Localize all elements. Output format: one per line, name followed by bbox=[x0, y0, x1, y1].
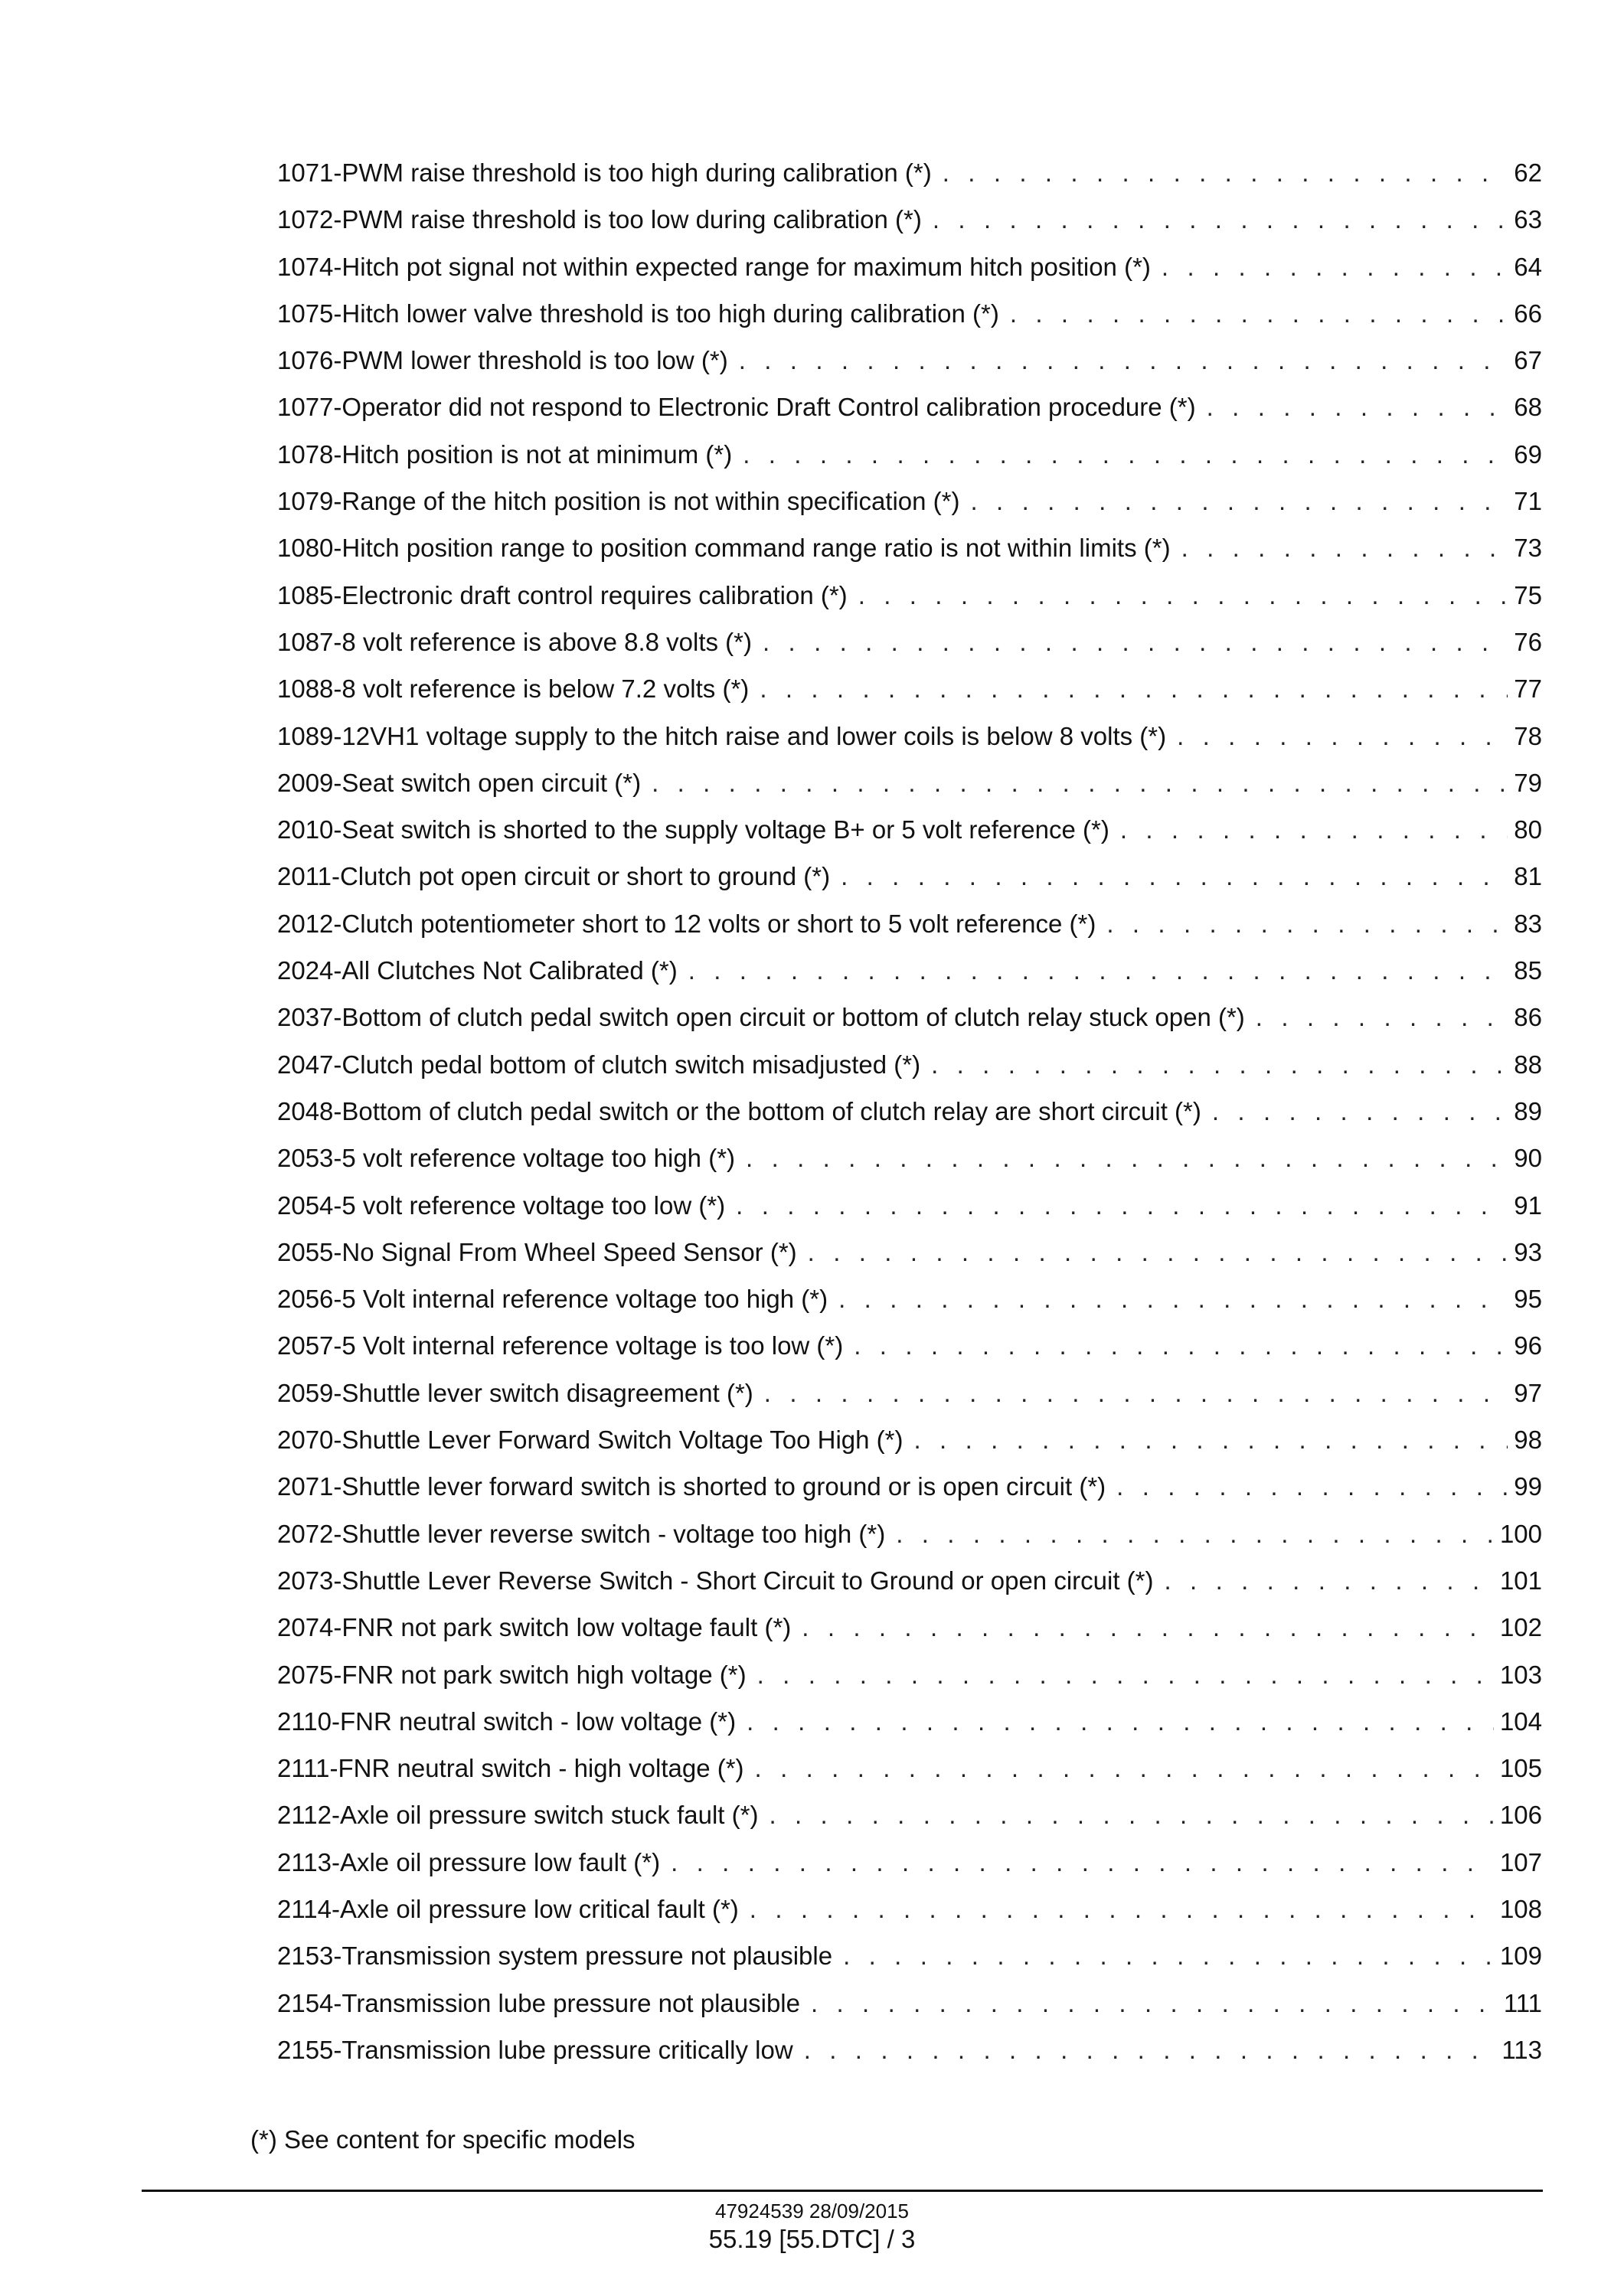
toc-entry-title: 2154-Transmission lube pressure not plausible bbox=[277, 1988, 800, 2017]
dot-leader bbox=[1256, 994, 1508, 1040]
toc-entry-title: 2037-Bottom of clutch pedal switch open circuit or bottom of clutch relay stuck open (*) bbox=[277, 1003, 1245, 1032]
toc-entry-page-number: 93 bbox=[1514, 1237, 1542, 1266]
toc-entry[interactable] bbox=[277, 1698, 1542, 1745]
toc-entry[interactable] bbox=[277, 1557, 1542, 1604]
toc-entry[interactable] bbox=[277, 1980, 1542, 2027]
toc-entry-page-number: 63 bbox=[1514, 205, 1542, 234]
toc-entry[interactable] bbox=[277, 1839, 1542, 1886]
toc-entry-page-number: 68 bbox=[1514, 393, 1542, 422]
dot-leader bbox=[671, 1839, 1494, 1886]
toc-entry-page-number: 95 bbox=[1514, 1285, 1542, 1314]
dot-leader bbox=[1165, 1557, 1494, 1604]
toc-entry-page-number: 99 bbox=[1514, 1472, 1542, 1501]
toc-entry[interactable] bbox=[277, 1322, 1542, 1369]
dot-leader bbox=[933, 196, 1508, 243]
toc-entry[interactable] bbox=[277, 1135, 1542, 1181]
toc-entry[interactable] bbox=[277, 759, 1542, 806]
toc-entry[interactable] bbox=[277, 1370, 1542, 1416]
toc-entry-title: 1085-Electronic draft control requires calibration (*) bbox=[277, 580, 848, 609]
toc-entry-page-number: 111 bbox=[1503, 1988, 1542, 2017]
dot-leader bbox=[804, 2027, 1496, 2073]
dot-leader bbox=[943, 149, 1508, 196]
toc-entry[interactable] bbox=[277, 478, 1542, 524]
dot-leader bbox=[1207, 384, 1508, 430]
toc-entry-title: 1080-Hitch position range to position command range ratio is not within limits (*) bbox=[277, 534, 1171, 563]
toc-entry[interactable] bbox=[277, 994, 1542, 1040]
dot-leader bbox=[1120, 806, 1508, 853]
document-id-date: 47924539 28/09/2015 bbox=[714, 2200, 910, 2223]
toc-entry-page-number: 89 bbox=[1514, 1096, 1542, 1125]
toc-entry[interactable] bbox=[277, 1182, 1542, 1229]
toc-entry-title: 2114-Axle oil pressure low critical fault (*) bbox=[277, 1894, 739, 1923]
toc-entry[interactable] bbox=[277, 243, 1542, 290]
toc-entry[interactable] bbox=[277, 900, 1542, 947]
toc-entry-page-number: 103 bbox=[1499, 1660, 1542, 1689]
toc-entry-page-number: 96 bbox=[1514, 1331, 1542, 1360]
dot-leader bbox=[763, 619, 1508, 665]
toc-entry-title: 1088-8 volt reference is below 7.2 volts (*) bbox=[277, 674, 750, 704]
toc-entry[interactable] bbox=[277, 1463, 1542, 1510]
toc-entry-page-number: 102 bbox=[1499, 1613, 1542, 1642]
toc-entry-title: 2073-Shuttle Lever Reverse Switch - Short Circuit to Ground or open circuit (*) bbox=[277, 1566, 1154, 1595]
dot-leader bbox=[743, 431, 1508, 478]
dot-leader bbox=[760, 665, 1508, 712]
toc-entry[interactable] bbox=[277, 1229, 1542, 1275]
toc-entry-page-number: 100 bbox=[1499, 1519, 1542, 1548]
dot-leader bbox=[764, 1370, 1508, 1416]
toc-entry-page-number: 66 bbox=[1514, 299, 1542, 328]
toc-entry-title: 1079-Range of the hitch position is not within specification (*) bbox=[277, 487, 960, 516]
toc-entry-title: 2024-All Clutches Not Calibrated (*) bbox=[277, 956, 678, 985]
toc-entry-page-number: 83 bbox=[1514, 909, 1542, 938]
toc-entry-page-number: 97 bbox=[1514, 1378, 1542, 1407]
toc-entry-title: 2047-Clutch pedal bottom of clutch switch misadjusted (*) bbox=[277, 1050, 921, 1079]
toc-entry-page-number: 78 bbox=[1514, 721, 1542, 750]
toc-entry-title: 2153-Transmission system pressure not plausible bbox=[277, 1942, 833, 1971]
toc-entry[interactable] bbox=[277, 665, 1542, 712]
toc-entry-title: 2071-Shuttle lever forward switch is shorted to ground or is open circuit (*) bbox=[277, 1472, 1106, 1501]
toc-entry-page-number: 104 bbox=[1499, 1706, 1542, 1736]
toc-entry[interactable] bbox=[277, 1088, 1542, 1135]
toc-entry-title: 2011-Clutch pot open circuit or short to ground (*) bbox=[277, 862, 831, 891]
toc-entry-page-number: 113 bbox=[1501, 2035, 1542, 2064]
toc-entry-page-number: 86 bbox=[1514, 1003, 1542, 1032]
toc-entry[interactable] bbox=[277, 1604, 1542, 1651]
toc-entry-title: 1078-Hitch position is not at minimum (*) bbox=[277, 439, 733, 469]
toc-entry-title: 1075-Hitch lower valve threshold is too high during calibration (*) bbox=[277, 299, 999, 328]
toc-entry[interactable] bbox=[277, 572, 1542, 619]
toc-entry-page-number: 77 bbox=[1514, 674, 1542, 704]
toc-entry-title: 1074-Hitch pot signal not within expected range for maximum hitch position (*) bbox=[277, 252, 1151, 281]
toc-entry[interactable] bbox=[277, 1275, 1542, 1322]
dot-leader bbox=[1116, 1463, 1508, 1510]
toc-entry-page-number: 80 bbox=[1514, 815, 1542, 844]
dot-leader bbox=[931, 1041, 1508, 1088]
toc-entry[interactable] bbox=[277, 619, 1542, 665]
dot-leader bbox=[1010, 290, 1508, 337]
toc-entry-page-number: 69 bbox=[1514, 439, 1542, 469]
toc-entry-title: 2075-FNR not park switch high voltage (*) bbox=[277, 1660, 747, 1689]
toc-entry-page-number: 67 bbox=[1514, 346, 1542, 375]
toc-entry[interactable] bbox=[277, 290, 1542, 337]
dot-leader bbox=[757, 1651, 1494, 1698]
toc-entry-title: 2155-Transmission lube pressure critically low bbox=[277, 2035, 793, 2064]
toc-entry-page-number: 98 bbox=[1514, 1426, 1542, 1455]
toc-entry-page-number: 88 bbox=[1514, 1050, 1542, 1079]
toc-entry-title: 2059-Shuttle lever switch disagreement (*) bbox=[277, 1378, 753, 1407]
toc-entry[interactable] bbox=[277, 2027, 1542, 2073]
toc-entry-title: 2072-Shuttle lever reverse switch - voltage too high (*) bbox=[277, 1519, 886, 1548]
toc-entry-title: 2048-Bottom of clutch pedal switch or the bottom of clutch relay are short circuit (*) bbox=[277, 1096, 1201, 1125]
dot-leader bbox=[811, 1980, 1498, 2027]
toc-entry[interactable] bbox=[277, 1745, 1542, 1791]
toc-entry-title: 2054-5 volt reference voltage too low (*) bbox=[277, 1190, 726, 1220]
toc-entry-title: 1072-PWM raise threshold is too low during calibration (*) bbox=[277, 205, 922, 234]
toc-entry-page-number: 106 bbox=[1499, 1801, 1542, 1830]
toc-entry-title: 2112-Axle oil pressure switch stuck fault (*) bbox=[277, 1801, 759, 1830]
toc-entry-title: 2113-Axle oil pressure low fault (*) bbox=[277, 1847, 661, 1876]
toc-entry-page-number: 90 bbox=[1514, 1144, 1542, 1173]
toc-entry[interactable] bbox=[277, 1416, 1542, 1463]
toc-entry[interactable] bbox=[277, 1041, 1542, 1088]
toc-entry[interactable] bbox=[277, 947, 1542, 994]
toc-entry-title: 2012-Clutch potentiometer short to 12 volts or short to 5 volt reference (*) bbox=[277, 909, 1096, 938]
toc-entry[interactable] bbox=[277, 149, 1542, 196]
toc-entry-title: 2009-Seat switch open circuit (*) bbox=[277, 768, 642, 797]
toc-entry-page-number: 75 bbox=[1514, 580, 1542, 609]
dot-leader bbox=[1162, 243, 1508, 290]
toc-entry-title: 2010-Seat switch is shorted to the supply voltage B+ or 5 volt reference (*) bbox=[277, 815, 1109, 844]
toc-entry[interactable] bbox=[277, 1791, 1542, 1838]
dot-leader bbox=[1181, 524, 1508, 571]
toc-entry[interactable] bbox=[277, 806, 1542, 853]
dot-leader bbox=[769, 1791, 1493, 1838]
toc-entry-title: 2053-5 volt reference voltage too high (*) bbox=[277, 1144, 736, 1173]
dot-leader bbox=[808, 1229, 1508, 1275]
toc-entry-title: 2074-FNR not park switch low voltage fault (*) bbox=[277, 1613, 792, 1642]
toc-entry-title: 2070-Shuttle Lever Forward Switch Voltage Too High (*) bbox=[277, 1426, 903, 1455]
toc-entry[interactable] bbox=[277, 713, 1542, 759]
toc-entry-page-number: 73 bbox=[1514, 534, 1542, 563]
dot-leader bbox=[896, 1511, 1494, 1557]
dot-leader bbox=[688, 947, 1508, 994]
dot-leader bbox=[854, 1322, 1508, 1369]
table-of-contents bbox=[277, 149, 1542, 2073]
toc-entry-title: 1077-Operator did not respond to Electronic Draft Control calibration procedure (*) bbox=[277, 393, 1196, 422]
toc-entry-title: 2110-FNR neutral switch - low voltage (*) bbox=[277, 1706, 737, 1736]
dot-leader bbox=[802, 1604, 1494, 1651]
footnote: (*) See content for specific models bbox=[250, 2125, 636, 2154]
toc-entry[interactable] bbox=[277, 384, 1542, 430]
toc-entry[interactable] bbox=[277, 431, 1542, 478]
toc-entry-page-number: 105 bbox=[1499, 1754, 1542, 1783]
dot-leader bbox=[736, 1182, 1508, 1229]
toc-entry[interactable] bbox=[277, 853, 1542, 900]
toc-entry-title: 2055-No Signal From Wheel Speed Sensor (*) bbox=[277, 1237, 797, 1266]
dot-leader bbox=[841, 853, 1508, 900]
dot-leader bbox=[914, 1416, 1508, 1463]
toc-entry-title: 2056-5 Volt internal reference voltage too high (*) bbox=[277, 1285, 828, 1314]
toc-entry-page-number: 101 bbox=[1499, 1566, 1542, 1595]
toc-entry-page-number: 109 bbox=[1499, 1942, 1542, 1971]
toc-entry-title: 1087-8 volt reference is above 8.8 volts (*) bbox=[277, 627, 752, 656]
dot-leader bbox=[838, 1275, 1508, 1322]
footer-divider bbox=[142, 2190, 1543, 2192]
toc-entry-title: 1076-PWM lower threshold is too low (*) bbox=[277, 346, 728, 375]
dot-leader bbox=[1106, 900, 1508, 947]
toc-entry-page-number: 79 bbox=[1514, 768, 1542, 797]
toc-entry-title: 1089-12VH1 voltage supply to the hitch raise and lower coils is below 8 volts (*) bbox=[277, 721, 1167, 750]
toc-entry-page-number: 76 bbox=[1514, 627, 1542, 656]
dot-leader bbox=[755, 1745, 1494, 1791]
toc-entry-page-number: 62 bbox=[1514, 158, 1542, 187]
toc-entry-page-number: 81 bbox=[1514, 862, 1542, 891]
toc-entry[interactable] bbox=[277, 337, 1542, 384]
toc-entry[interactable] bbox=[277, 1886, 1542, 1932]
dot-leader bbox=[739, 337, 1508, 384]
toc-entry[interactable] bbox=[277, 1651, 1542, 1698]
toc-entry[interactable] bbox=[277, 524, 1542, 571]
toc-entry-title: 2057-5 Volt internal reference voltage is too low (*) bbox=[277, 1331, 844, 1360]
toc-entry-page-number: 107 bbox=[1499, 1847, 1542, 1876]
dot-leader bbox=[746, 1135, 1508, 1181]
toc-entry-title: 1071-PWM raise threshold is too high during calibration (*) bbox=[277, 158, 932, 187]
toc-entry-page-number: 91 bbox=[1514, 1190, 1542, 1220]
dot-leader bbox=[1177, 713, 1508, 759]
toc-entry-page-number: 71 bbox=[1514, 487, 1542, 516]
dot-leader bbox=[1212, 1088, 1508, 1135]
dot-leader bbox=[652, 759, 1508, 806]
toc-entry[interactable] bbox=[277, 1511, 1542, 1557]
page-reference: 55.19 [55.DTC] / 3 bbox=[708, 2225, 916, 2253]
toc-entry[interactable] bbox=[277, 1932, 1542, 1979]
toc-entry-page-number: 85 bbox=[1514, 956, 1542, 985]
dot-leader bbox=[858, 572, 1508, 619]
toc-entry-page-number: 64 bbox=[1514, 252, 1542, 281]
toc-entry[interactable] bbox=[277, 196, 1542, 243]
toc-entry-page-number: 108 bbox=[1499, 1894, 1542, 1923]
dot-leader bbox=[747, 1698, 1494, 1745]
dot-leader bbox=[750, 1886, 1494, 1932]
dot-leader bbox=[843, 1932, 1494, 1979]
dot-leader bbox=[971, 478, 1508, 524]
toc-entry-title: 2111-FNR neutral switch - high voltage (*) bbox=[277, 1754, 744, 1783]
